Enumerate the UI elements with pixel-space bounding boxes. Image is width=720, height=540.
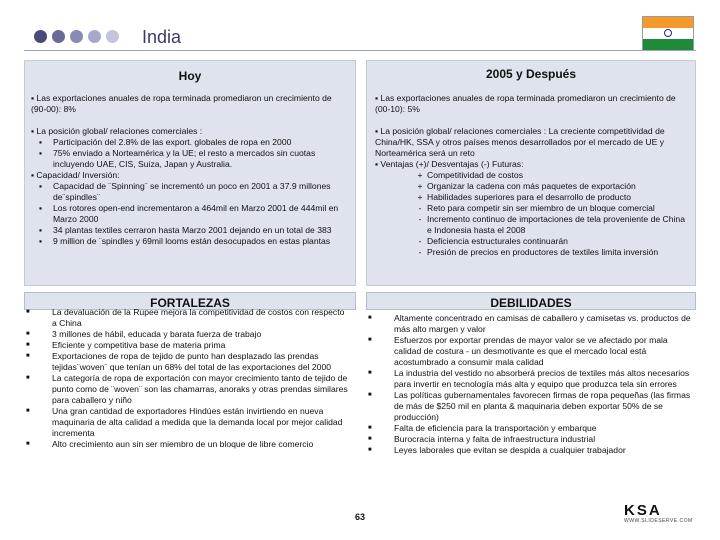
strength-item: ■ La categoría de ropa de exportación con mayor crecimiento tanto de tejido de punto como de ¨woven¨ son las chamarras, anoraks y otras prendas similares para caballero y niño [26,373,348,405]
decoration-dot-3 [70,30,83,43]
future-disadvantage-item: - Incremento continuo de importaciones de tela proveniente de China e Indonesia hasta el 2008 [418,214,685,235]
page-number: 63 [355,512,366,522]
future-disadvantage-item: - Deficiencia estructurales continuarán [418,236,568,246]
strength-item: ■ Exportaciones de ropa de tejido de punto han desplazado las prendas tejidas¨woven¨ que tenían un 68% del total de las exportaciones del 2000 [26,351,332,372]
today-heading: Hoy [178,69,202,83]
strengths-list [24,307,350,450]
weaknesses-list [366,313,692,456]
weakness-item: ■ Las políticas gubernamentales favorecen firmas de ropa pequeñas (las firmas de más de $250 mil en planta & maquinaria deben exportar 50% de se producción) [368,390,691,422]
today-trade-item: ▪ 75% enviado a Norteamérica y la UE; el resto a mercados sin cuotas incluyendo UAE, CIS, Suiza, Japan y Australia. [39,148,316,169]
weakness-item: ■ La industria del vestido no absorberá precios de textiles más altos necesarios para invertir en tecnología más alta y equipo que produzca tela sin errores [368,368,690,389]
future-disadvantage-item: - Reto para competir sin ser miembro de un bloque comercial [418,203,655,213]
weakness-item: ■ Esfuerzos por exportar prendas de mayor valor se ve afectado por mala calidad de costura - un desmotivante es que el mercado local está acostumbrado a consumir mala calidad [368,335,668,367]
today-trade-item: ▪ Participación del 2.8% de las export. globales de ropa en 2000 [39,137,292,147]
future-heading: 2005 y Después [485,67,577,81]
slide-title: India [142,27,182,47]
strength-item: ■ La devaluación de la Rupee mejora la competitividad de costos con respecto a China [26,307,345,328]
title-decoration-dots [34,30,119,43]
today-capacity-item: ▪ 9 million de ¨spindles y 69mil looms están desocupados en estas plantas [39,236,331,246]
strength-item: ■ Eficiente y competitiva base de materia prima [26,340,226,350]
header-divider [24,50,696,51]
strength-item: ■ Alto crecimiento aun sin ser miembro de un bloque de libre comercio [26,439,314,449]
today-capacity-text: ▪ Capacidad/ Inversión: [31,170,120,180]
future-trade-text: ▪ La posición global/ relaciones comerciales : La creciente competitividad de China/HK, SSA y otros países menos desarrollados por el mercado de UE y Norteamérica será un reto [375,126,665,158]
weakness-item: ■ Burocracia interna y falta de infraestructura industrial [368,434,596,444]
future-advantage-item: + Habilidades superiores para el desarrollo de producto [417,192,631,202]
weakness-item: ■ Falta de eficiencia para la transportación y embarque [368,423,597,433]
strength-item: ■ Una gran cantidad de exportadores Hindúes están invirtiendo en nueva maquinaria de alta calidad a medida que la demanda local por mejor calidad incrementa [26,406,343,438]
future-advantages-text: ▪ Ventajas (+)/ Desventajas (-) Futuras: [375,159,524,169]
decoration-dot-1 [34,30,47,43]
decoration-dot-4 [88,30,101,43]
decoration-dot-5 [106,30,119,43]
future-advantage-item: + Organizar la cadena con más paquetes de exportación [417,181,636,191]
future-disadvantage-item: - Presión de precios en productores de textiles limita inversión [418,247,659,257]
today-panel [24,60,356,286]
strengths-heading: FORTALEZAS [24,292,356,310]
today-capacity-item: ▪ Los rotores open-end incrementaron a 464mil en Marzo 2001 de 444mil en Marzo 2000 [39,203,339,224]
future-advantage-item: + Competitividad de costos [417,170,524,180]
india-flag-icon [642,16,694,51]
today-capacity-item: ▪ Capacidad de ¨Spinning¨ se incrementó un poco en 2001 a 37.9 millones de¨spindles¨ [39,181,331,202]
future-panel [366,60,696,286]
weakness-item: ■ Leyes laborales que evitan se despida a cualquier trabajador [368,445,626,455]
future-growth-text: ▪ Las exportaciones anuales de ropa terminada promediaron un crecimiento de (00-10): 5% [375,93,676,114]
today-capacity-item: ▪ 34 plantas textiles cerraron hasta Marzo 2001 dejando en un total de 383 [39,225,332,235]
strength-item: ■ 3 millones de hábil, educada y barata fuerza de trabajo [26,329,262,339]
today-growth-text: ▪ Las exportaciones anuales de ropa terminada promediaron un crecimiento de (90-00): 8% [31,93,332,114]
ksa-logo: KSA [624,502,662,519]
today-trade-text: ▪ La posición global/ relaciones comerciales : [31,126,203,136]
weaknesses-heading: DEBILIDADES [366,292,696,310]
decoration-dot-2 [52,30,65,43]
chakra-icon [664,29,672,37]
logo-subtext: WWW.SLIDESERVE.COM [624,518,693,524]
weakness-item: ■ Altamente concentrado en camisas de caballero y camisetas vs. productos de más alto margen y valor [368,313,691,334]
